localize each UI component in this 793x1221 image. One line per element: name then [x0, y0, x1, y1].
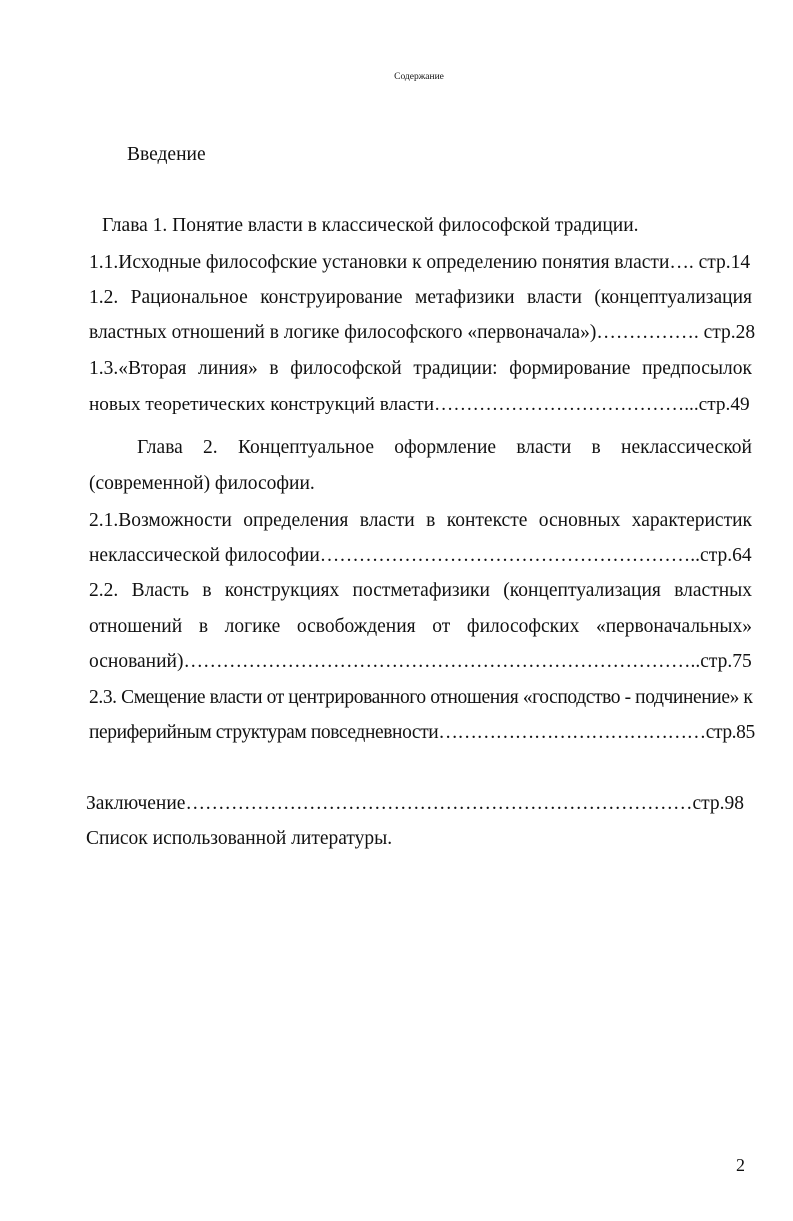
toc-item-1-2-line2: властных отношений в логике философского «первоначала»)……………. стр.28 — [89, 322, 756, 343]
toc-item-2-1-line2: неклассической философии…………………………………………………..стр.64 — [89, 545, 752, 566]
toc-item-2-2-line1: 2.2. Власть в конструкциях постметафизики (концептуализация властных — [89, 580, 752, 601]
toc-item-2-1-line1: 2.1.Возможности определения власти в контексте основных характеристик — [89, 510, 752, 531]
toc-item-1-3-line1: 1.3.«Вторая линия» в философской традиции: формирование предпосылок — [89, 358, 752, 379]
toc-chapter-1-heading: Глава 1. Понятие власти в классической философской традиции. — [102, 215, 639, 236]
toc-item-1-1: 1.1.Исходные философские установки к определению понятия власти…. стр.14 — [89, 252, 751, 273]
toc-conclusion: Заключение……………………………………………………………………стр.98 — [86, 793, 744, 814]
toc-item-1-3-line2: новых теоретических конструкций власти…………………………………...стр.49 — [89, 394, 750, 415]
toc-item-2-3-line1: 2.3. Смещение власти от центрированного отношения «господство - подчинение» к — [89, 687, 753, 708]
toc-introduction: Введение — [127, 144, 206, 165]
toc-item-2-2-line3: оснований)……………………………………………………………………..стр.75 — [89, 651, 752, 672]
page-title: Содержание — [394, 72, 444, 82]
toc-item-1-2-line1: 1.2. Рациональное конструирование метафизики власти (концептуализация — [89, 287, 752, 308]
toc-chapter-2-heading-line1: Глава 2. Концептуальное оформление власти в неклассической — [137, 437, 752, 458]
toc-item-2-2-line2: отношений в логике освобождения от философских «первоначальных» — [89, 616, 752, 637]
toc-chapter-2-heading-line2: (современной) философии. — [89, 473, 315, 494]
toc-bibliography: Список использованной литературы. — [86, 828, 393, 849]
toc-item-2-3-line2: периферийным структурам повседневности……………………………………стр.85 — [89, 722, 755, 743]
page-number: 2 — [736, 1155, 745, 1175]
